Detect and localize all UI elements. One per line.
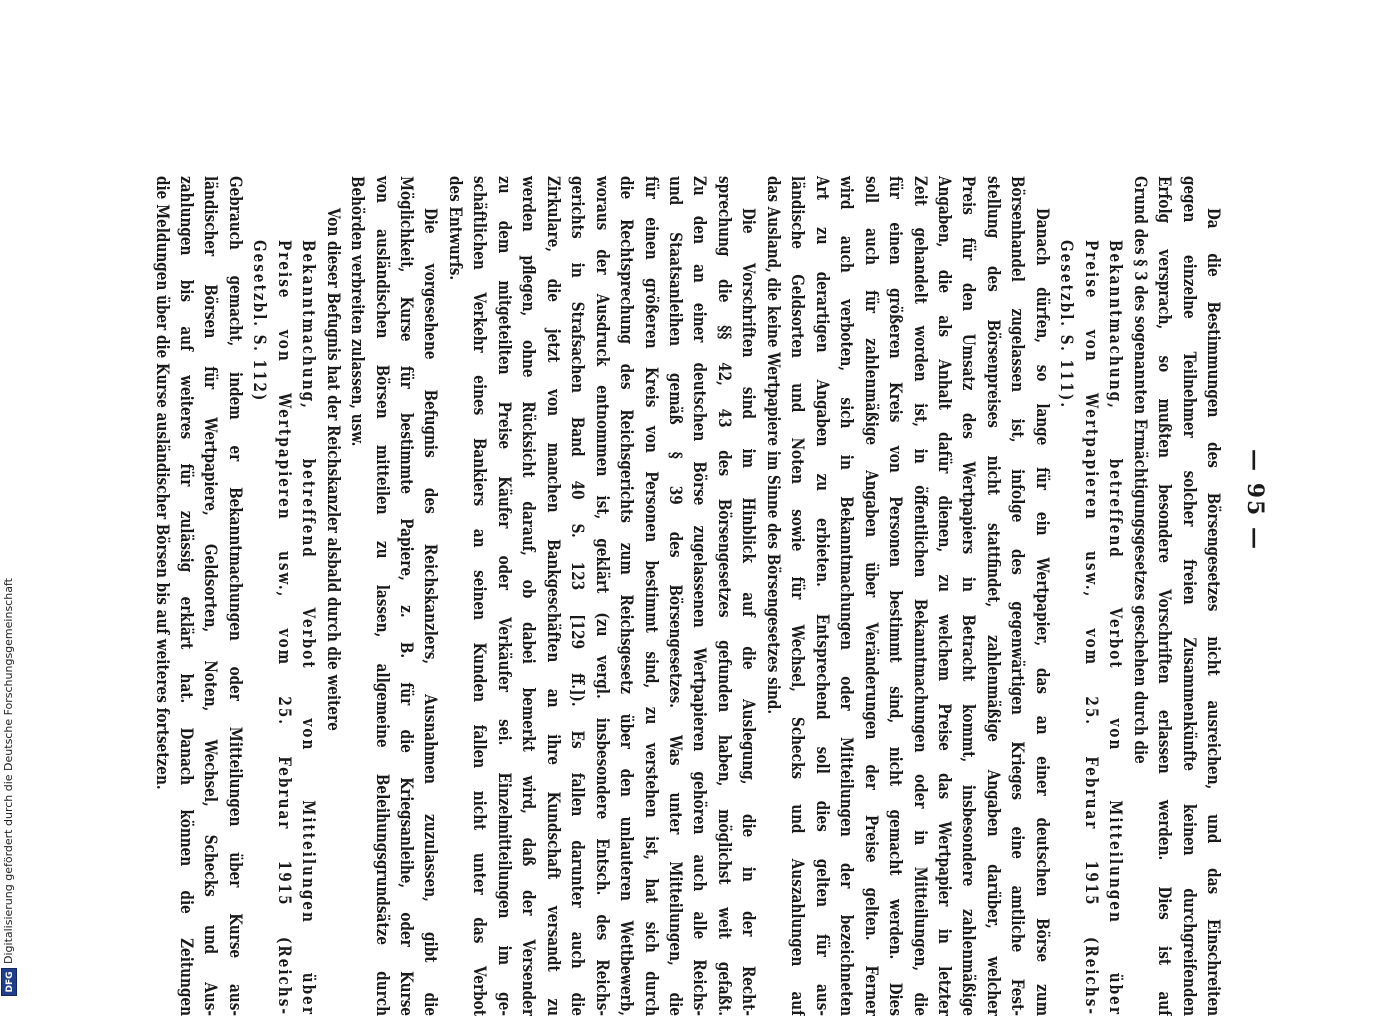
text-line: sprechung die §§ 42, 43 des Börsengesetzes gefunden haben, möglichst weit gefaßt. bbox=[713, 176, 734, 1016]
text-line: Da die Bestimmungen des Börsengesetzes nicht ausreichen, und das Einschreiten bbox=[1203, 208, 1223, 1016]
text-line: für einen größeren Kreis von Personen bestimmt sind, zu verstehen ist, hat sich durch bbox=[640, 176, 661, 1016]
text-line: Erfolg versprach, so mußten besondere Vorschriften erlassen werden. Dies ist auf bbox=[1154, 176, 1175, 1016]
text-line: Zeit gehandelt worden ist, in öffentlichen Bekanntmachungen oder in Mitteilungen, die bbox=[909, 176, 930, 1016]
text-line: Zu den an einer deutschen Börse zugelassenen Wertpapieren gehören auch alle Reichs- bbox=[689, 176, 710, 1016]
text-line: Börsenhandel zugelassen ist, infolge des gegenwärtigen Krieges eine amtliche Fest- bbox=[1007, 176, 1028, 1016]
text-line: des Entwurfs. bbox=[444, 176, 465, 281]
text-line: gegen einzelne Teilnehmer solcher freien Zusammenkünfte keinen durchgreifenden bbox=[1178, 176, 1199, 1016]
text-line: Die Vorschriften sind im Hinblick auf die Auslegung, die in der Recht- bbox=[738, 208, 759, 1016]
text-line: von ausländischen Börsen mitteilen zu lassen, allgemeine Beleihungsgrundsätze durch bbox=[371, 176, 392, 1016]
text-line: das Ausland, die keine Wertpapiere im Sinne des Börsengesetzes sind. bbox=[762, 176, 783, 715]
text-line: Danach dürfen, so lange für ein Wertpapier, das an einer deutschen Börse zum bbox=[1031, 208, 1052, 1016]
page-number: — 95 — bbox=[1242, 449, 1268, 551]
text-line: woraus der Ausdruck entnommen ist, geklärt (zu vergl. insbesondere Entsch. des Reichs- bbox=[591, 176, 612, 1016]
text-line: Gesetzbl. S. 111). bbox=[1056, 240, 1077, 410]
footer-credit-text: Digitalisierung gefördert durch die Deutsche Forschungsgemeinschaft bbox=[2, 578, 15, 964]
text-line: werden pflegen, ohne Rücksicht darauf, ob dabei bemerkt wird, daß der Versender bbox=[518, 176, 539, 1016]
text-line: Preise von Wertpapieren usw., vom 25. Februar 1915 (Reichs- bbox=[273, 240, 294, 1016]
text-line: und Staatsanleihen gemäß § 39 des Börsengesetzes. Was unter Mitteilungen, die bbox=[665, 176, 686, 1016]
footer-credit bbox=[0, 0, 20, 1000]
text-line: soll auch für zahlenmäßige Angaben über Veränderungen der Preise gelten. Ferner bbox=[860, 176, 881, 1016]
text-line: Gesetzbl. S. 112) bbox=[249, 240, 270, 403]
text-line: Grund des § 3 des sogenannten Ermächtigungsgesetzes geschehen durch die bbox=[1129, 176, 1150, 764]
text-line: wird auch verboten, sich in Bekanntmachungen oder Mitteilungen der bezeichneten bbox=[836, 176, 857, 1016]
text-line: Die vorgesehene Befugnis des Reichskanzlers, Ausnahmen zuzulassen, gibt die bbox=[420, 208, 441, 1016]
text-line: Möglichkeit, Kurse für bestimmte Papiere, z. B. für die Kriegsanleihe, oder Kurse bbox=[396, 176, 417, 1016]
text-line: ländische Geldsorten und Noten sowie für Wechsel, Schecks und Auszahlungen auf bbox=[787, 176, 808, 1016]
text-line: die Rechtsprechung des Reichsgerichts zum Reichsgesetz über den unlauteren Wettbewerb, bbox=[616, 176, 637, 1016]
body-text bbox=[149, 176, 1225, 1016]
text-line: schäftlichen Verkehr eines Bankiers an seinen Kunden fallen nicht unter das Verbot bbox=[469, 176, 490, 1016]
text-line: Bekanntmachung, betreffend Verbot von Mitteilungen über bbox=[298, 240, 319, 1016]
text-line: zahlungen bis auf weiteres für zulässig erklärt hat. Danach können die Zeitungen bbox=[175, 176, 196, 1016]
text-line: Bekanntmachung, betreffend Verbot von Mitteilungen über bbox=[1105, 240, 1126, 1016]
text-line: die Meldungen über die Kurse ausländischer Börsen bis auf weiteres fortsetzen. bbox=[151, 176, 172, 790]
dfg-logo: DFG bbox=[1, 968, 17, 996]
text-line: für einen größeren Kreis von Personen bestimmt sind, nicht gemacht werden. Dies bbox=[885, 176, 906, 1016]
text-line: zu dem mitgeteilten Preise Käufer oder Verkäufer sei. Einzelmitteilungen im ge- bbox=[493, 176, 514, 1016]
text-line: Zirkulare, die jetzt von manchen Bankgeschäften an ihre Kundschaft versandt zu bbox=[542, 176, 563, 1016]
text-line: Gebrauch gemacht, indem er Bekanntmachungen oder Mitteilungen über Kurse aus- bbox=[224, 176, 245, 1016]
text-line: Preise von Wertpapieren usw., vom 25. Februar 1915 (Reichs- bbox=[1080, 240, 1101, 1016]
text-line: Preis für den Umsatz des Wertpapiers in Betracht kommt, insbesondere zahlenmäßige bbox=[958, 176, 979, 1016]
text-line: Art zu derartigen Angaben zu erbieten. Entsprechend soll dies gelten für aus- bbox=[811, 176, 832, 1016]
text-line: stellung des Börsenpreises nicht stattfindet, zahlenmäßige Angaben darüber, welcher bbox=[982, 176, 1003, 1016]
text-line: ländischer Börsen für Wertpapiere, Geldsorten, Noten, Wechsel, Schecks und Aus- bbox=[200, 176, 221, 1016]
text-line: Angaben, die als Anhalt dafür dienen, zu welchem Preise das Wertpapier in letzter bbox=[934, 176, 955, 1016]
text-line: Behörden verbreiten zulassen, usw. bbox=[347, 176, 368, 447]
text-line: Von dieser Befugnis hat der Reichskanzler alsbald durch die weitere bbox=[322, 208, 343, 731]
text-line: gerichts in Strafsachen Band 40 S. 123 [129 ff.]). Es fallen darunter auch die bbox=[567, 176, 588, 1016]
